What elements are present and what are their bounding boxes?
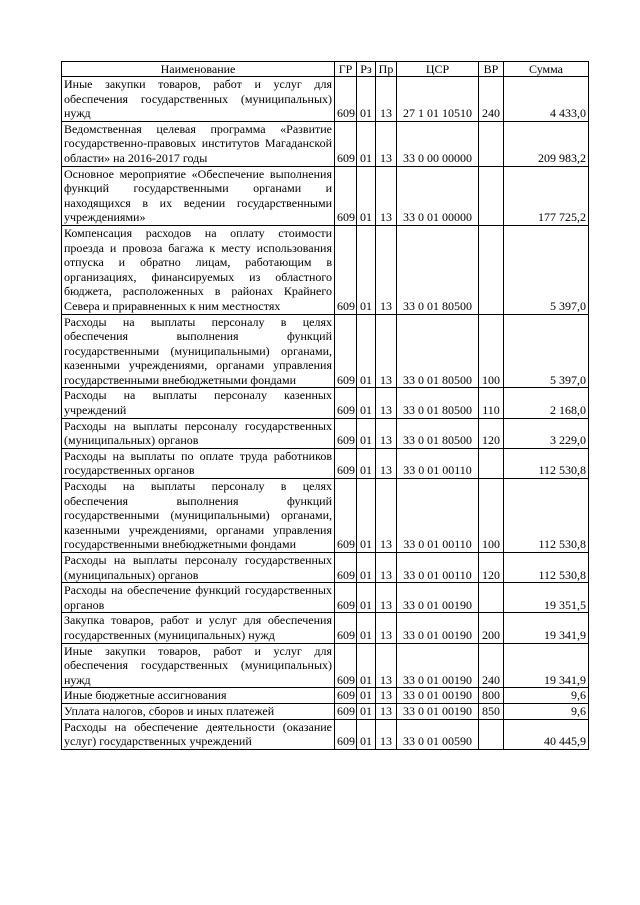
header-csr: ЦСР — [397, 62, 479, 77]
cell-csr: 33 0 00 00000 — [397, 121, 479, 166]
header-gr: ГР — [335, 62, 357, 77]
cell-name: Уплата налогов, сборов и иных платежей — [62, 703, 335, 719]
cell-csr: 27 1 01 10510 — [397, 77, 479, 122]
cell-gr: 609 — [335, 418, 357, 448]
header-rz: Рз — [357, 62, 376, 77]
cell-gr: 609 — [335, 719, 357, 749]
cell-sum: 19 351,5 — [504, 583, 589, 613]
cell-sum: 2 168,0 — [504, 388, 589, 418]
cell-rz: 01 — [357, 225, 376, 314]
cell-gr: 609 — [335, 643, 357, 688]
cell-gr: 609 — [335, 688, 357, 704]
cell-csr: 33 0 01 00190 — [397, 703, 479, 719]
cell-name: Основное мероприятие «Обеспечение выполнения функций государственными органами и находящихся в их ведении государственными учреждениями» — [62, 166, 335, 225]
table-row — [62, 479, 589, 553]
cell-csr: 33 0 01 80500 — [397, 388, 479, 418]
cell-rz: 01 — [357, 479, 376, 553]
cell-name: Расходы на выплаты персоналу казенных учреждений — [62, 388, 335, 418]
cell-vr — [479, 166, 504, 225]
cell-rz: 01 — [357, 77, 376, 122]
cell-pr: 13 — [376, 703, 397, 719]
cell-vr — [479, 583, 504, 613]
cell-rz: 01 — [357, 314, 376, 388]
table-row — [62, 553, 589, 583]
cell-sum: 112 530,8 — [504, 553, 589, 583]
cell-name: Иные бюджетные ассигнования — [62, 688, 335, 704]
cell-gr: 609 — [335, 121, 357, 166]
cell-sum: 5 397,0 — [504, 314, 589, 388]
cell-gr: 609 — [335, 613, 357, 643]
cell-name: Расходы на выплаты персоналу в целях обеспечения выполнения функций государственными (муниципальными) органами, казенными учреждениями, органами управления государственными внебюджетными фондами — [62, 314, 335, 388]
cell-rz: 01 — [357, 688, 376, 704]
cell-sum: 9,6 — [504, 703, 589, 719]
cell-pr: 13 — [376, 166, 397, 225]
cell-sum: 4 433,0 — [504, 77, 589, 122]
cell-vr: 120 — [479, 553, 504, 583]
cell-sum: 209 983,2 — [504, 121, 589, 166]
cell-gr: 609 — [335, 553, 357, 583]
table-row — [62, 583, 589, 613]
cell-rz: 01 — [357, 703, 376, 719]
cell-rz: 01 — [357, 613, 376, 643]
cell-csr: 33 0 01 80500 — [397, 418, 479, 448]
cell-name: Компенсация расходов на оплату стоимости проезда и провоза багажа к месту использования отпуска и обратно лицам, работающим в организациях, финансируемых из областного бюджета, расположенных в районах Крайнего Севера и приравненных к ним местностях — [62, 225, 335, 314]
cell-name: Расходы на выплаты персоналу в целях обеспечения выполнения функций государственными (муниципальными) органами, казенными учреждениями, органами управления государственными внебюджетными фондами — [62, 479, 335, 553]
table-body — [62, 77, 589, 750]
cell-pr: 13 — [376, 77, 397, 122]
header-vr: ВР — [479, 62, 504, 77]
cell-pr: 13 — [376, 225, 397, 314]
cell-pr: 13 — [376, 688, 397, 704]
table-row — [62, 121, 589, 166]
cell-sum: 19 341,9 — [504, 643, 589, 688]
cell-pr: 13 — [376, 479, 397, 553]
cell-name: Расходы на обеспечение функций государственных органов — [62, 583, 335, 613]
cell-name: Иные закупки товаров, работ и услуг для обеспечения государственных (муниципальных) нужд — [62, 77, 335, 122]
table-row — [62, 703, 589, 719]
cell-name: Расходы на выплаты персоналу государственных (муниципальных) органов — [62, 418, 335, 448]
cell-vr: 200 — [479, 613, 504, 643]
cell-sum: 9,6 — [504, 688, 589, 704]
cell-vr: 100 — [479, 479, 504, 553]
table-row — [62, 77, 589, 122]
table-row — [62, 314, 589, 388]
cell-csr: 33 0 01 00190 — [397, 583, 479, 613]
cell-vr: 850 — [479, 703, 504, 719]
cell-csr: 33 0 01 00110 — [397, 553, 479, 583]
cell-pr: 13 — [376, 448, 397, 478]
cell-csr: 33 0 01 00000 — [397, 166, 479, 225]
cell-csr: 33 0 01 00110 — [397, 479, 479, 553]
cell-pr: 13 — [376, 613, 397, 643]
table-row — [62, 225, 589, 314]
cell-vr: 110 — [479, 388, 504, 418]
cell-rz: 01 — [357, 121, 376, 166]
cell-vr: 240 — [479, 643, 504, 688]
cell-vr — [479, 448, 504, 478]
table-row — [62, 418, 589, 448]
cell-csr: 33 0 01 00190 — [397, 688, 479, 704]
cell-csr: 33 0 01 00190 — [397, 613, 479, 643]
cell-pr: 13 — [376, 643, 397, 688]
cell-vr: 100 — [479, 314, 504, 388]
cell-csr: 33 0 01 00190 — [397, 643, 479, 688]
cell-name: Иные закупки товаров, работ и услуг для обеспечения государственных (муниципальных) нужд — [62, 643, 335, 688]
cell-vr: 240 — [479, 77, 504, 122]
table-row — [62, 688, 589, 704]
table-row — [62, 388, 589, 418]
cell-gr: 609 — [335, 388, 357, 418]
table-row — [62, 613, 589, 643]
cell-pr: 13 — [376, 121, 397, 166]
cell-pr: 13 — [376, 719, 397, 749]
cell-name: Ведомственная целевая программа «Развитие государственно-правовых институтов Магаданской области» на 2016-2017 годы — [62, 121, 335, 166]
cell-gr: 609 — [335, 703, 357, 719]
cell-pr: 13 — [376, 388, 397, 418]
cell-csr: 33 0 01 00110 — [397, 448, 479, 478]
cell-vr: 800 — [479, 688, 504, 704]
document-page — [61, 61, 588, 750]
cell-vr — [479, 225, 504, 314]
cell-gr: 609 — [335, 314, 357, 388]
cell-rz: 01 — [357, 553, 376, 583]
table-row — [62, 448, 589, 478]
table-row — [62, 643, 589, 688]
budget-table — [61, 61, 589, 750]
cell-rz: 01 — [357, 388, 376, 418]
cell-gr: 609 — [335, 583, 357, 613]
cell-gr: 609 — [335, 448, 357, 478]
cell-pr: 13 — [376, 583, 397, 613]
cell-rz: 01 — [357, 643, 376, 688]
cell-vr — [479, 121, 504, 166]
cell-csr: 33 0 01 80500 — [397, 314, 479, 388]
cell-csr: 33 0 01 80500 — [397, 225, 479, 314]
cell-vr: 120 — [479, 418, 504, 448]
header-name: Наименование — [62, 62, 335, 77]
cell-rz: 01 — [357, 418, 376, 448]
cell-name: Расходы на выплаты по оплате труда работников государственных органов — [62, 448, 335, 478]
cell-rz: 01 — [357, 448, 376, 478]
cell-rz: 01 — [357, 166, 376, 225]
cell-pr: 13 — [376, 418, 397, 448]
cell-sum: 112 530,8 — [504, 448, 589, 478]
table-row — [62, 166, 589, 225]
cell-name: Расходы на выплаты персоналу государственных (муниципальных) органов — [62, 553, 335, 583]
cell-sum: 40 445,9 — [504, 719, 589, 749]
cell-sum: 3 229,0 — [504, 418, 589, 448]
cell-name: Расходы на обеспечение деятельности (оказание услуг) государственных учреждений — [62, 719, 335, 749]
cell-sum: 5 397,0 — [504, 225, 589, 314]
header-sum: Сумма — [504, 62, 589, 77]
cell-name: Закупка товаров, работ и услуг для обеспечения государственных (муниципальных) нужд — [62, 613, 335, 643]
cell-sum: 177 725,2 — [504, 166, 589, 225]
cell-gr: 609 — [335, 479, 357, 553]
cell-sum: 19 341,9 — [504, 613, 589, 643]
cell-gr: 609 — [335, 225, 357, 314]
cell-rz: 01 — [357, 583, 376, 613]
cell-csr: 33 0 01 00590 — [397, 719, 479, 749]
header-row — [62, 62, 589, 77]
cell-pr: 13 — [376, 314, 397, 388]
table-row — [62, 719, 589, 749]
cell-gr: 609 — [335, 77, 357, 122]
cell-vr — [479, 719, 504, 749]
cell-gr: 609 — [335, 166, 357, 225]
cell-rz: 01 — [357, 719, 376, 749]
cell-sum: 112 530,8 — [504, 479, 589, 553]
header-pr: Пр — [376, 62, 397, 77]
cell-pr: 13 — [376, 553, 397, 583]
